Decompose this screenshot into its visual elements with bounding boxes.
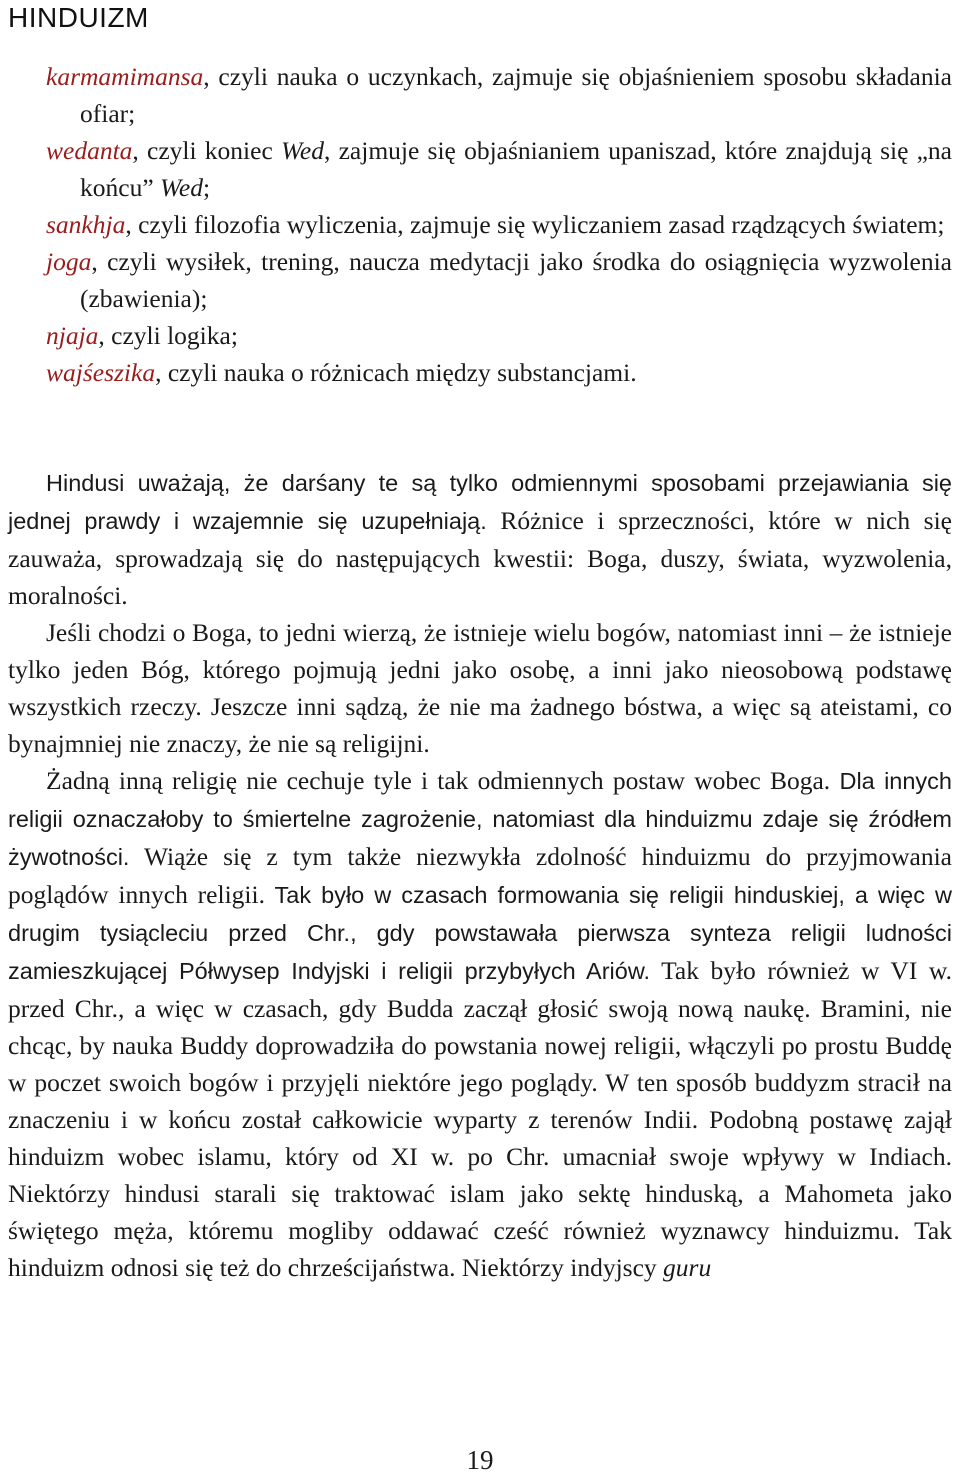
term-karmamimansa: karmamimansa: [46, 62, 204, 91]
term-wedanta: wedanta: [46, 136, 133, 165]
definition-text: , czyli filozofia wyliczenia, zajmuje się wyliczaniem zasad rządzących światem;: [125, 210, 945, 239]
term-wajseszika: wajśeszika: [46, 358, 156, 387]
definition-text: , czyli koniec: [132, 136, 282, 165]
body-text: [8, 464, 952, 1286]
definition-text: , zajmuje się objaśnianiem upaniszad, które znajdują się „na końcu”: [80, 136, 953, 202]
text-run: Tak było w czasach formowania się religii hinduskiej, a więc w drugim tysiącleciu przed Chr., gdy powstawała pierwsza synteza religii ludności zamieszkującej Półwysep Indyjski i religii przybyłych Ariów.: [8, 882, 952, 984]
term-joga: joga: [46, 247, 92, 276]
page-number: 19: [466, 1445, 494, 1475]
list-item: [8, 58, 952, 132]
paragraph: [8, 614, 952, 762]
list-item: [8, 354, 952, 391]
text-run: Dla innych religii oznaczałoby to śmiertelne zagrożenie, natomiast dla hinduizmu zdaje się źródłem żywotności.: [8, 768, 952, 870]
definition-text: ;: [203, 173, 211, 202]
term-njaja: njaja: [46, 321, 99, 350]
text-run-italic: guru: [663, 1253, 712, 1282]
list-item: [8, 317, 952, 354]
paragraph: [8, 464, 952, 614]
text-run: Różnice i sprzeczności, które w nich się zauważa, sprowadzają się do następujących kwestii: Boga, duszy, świata, wyzwolenia, moralności.: [8, 506, 953, 610]
list-item: [8, 206, 952, 243]
text-run: Wiąże się z tym także niezwykła zdolność hinduizmu do przyjmowania poglądów innych religii.: [8, 842, 952, 909]
darsany-list: [8, 58, 952, 391]
text-run: Hindusi uważają, że darśany te są tylko odmiennymi sposobami przejawiania się jednej prawdy i wzajemnie się uzupełniają.: [8, 470, 952, 534]
text-run: Żadną inną religię nie cechuje tyle i tak odmiennych postaw wobec Boga.: [46, 766, 831, 795]
definition-text: , czyli logika;: [98, 321, 238, 350]
definition-text: , czyli nauka o uczynkach, zajmuje się objaśnieniem sposobu składania ofiar;: [80, 62, 952, 128]
text-run: Jeśli chodzi o Boga, to jedni wierzą, że istnieje wielu bogów, natomiast inni – że istnieje tylko jeden Bóg, którego pojmują jedni jako osobę, a inni jako nieosobową podstawę wszystkich rzeczy. Jeszcze inni sądzą, że nie ma żadnego bóstwa, a więc są ateistami, co bynajmniej nie znaczy, że nie są religijni.: [8, 618, 952, 758]
definition-italic: Wed: [160, 173, 203, 202]
term-sankhja: sankhja: [46, 210, 126, 239]
list-item: [8, 243, 952, 317]
definition-italic: Wed: [281, 136, 324, 165]
text-run: Tak było również w VI w. przed Chr., a więc w czasach, gdy Budda zaczął głosić swoją nową naukę. Bramini, nie chcąc, by nauka Buddy doprowadziła do powstania nowej religii, włączyli po prostu Buddę w poczet swoich bogów i przyjęli niektóre jego poglądy. W ten sposób buddyzm stracił na znaczeniu i w końcu został całkowicie wyparty z terenów Indii. Podobną postawę zajął hinduizm wobec islamu, który od XI w. po Chr. umacniał swoje wpływy w Indiach. Niektórzy hindusi starali się traktować islam jako sektę hinduską, a Mahometa jako świętego męża, któremu mogliby oddawać cześć również wyznawcy hinduizmu. Tak hinduizm odnosi się też do chrześcijaństwa. Niektórzy indyjscy: [8, 956, 952, 1282]
page-title: HINDUIZM: [8, 2, 149, 33]
definition-text: , czyli nauka o różnicach między substancjami.: [155, 358, 637, 387]
list-item: [8, 132, 952, 206]
definition-text: , czyli wysiłek, trening, naucza medytacji jako środka do osiągnięcia wyzwolenia (zbawienia);: [80, 247, 952, 313]
paragraph: [8, 762, 952, 1286]
